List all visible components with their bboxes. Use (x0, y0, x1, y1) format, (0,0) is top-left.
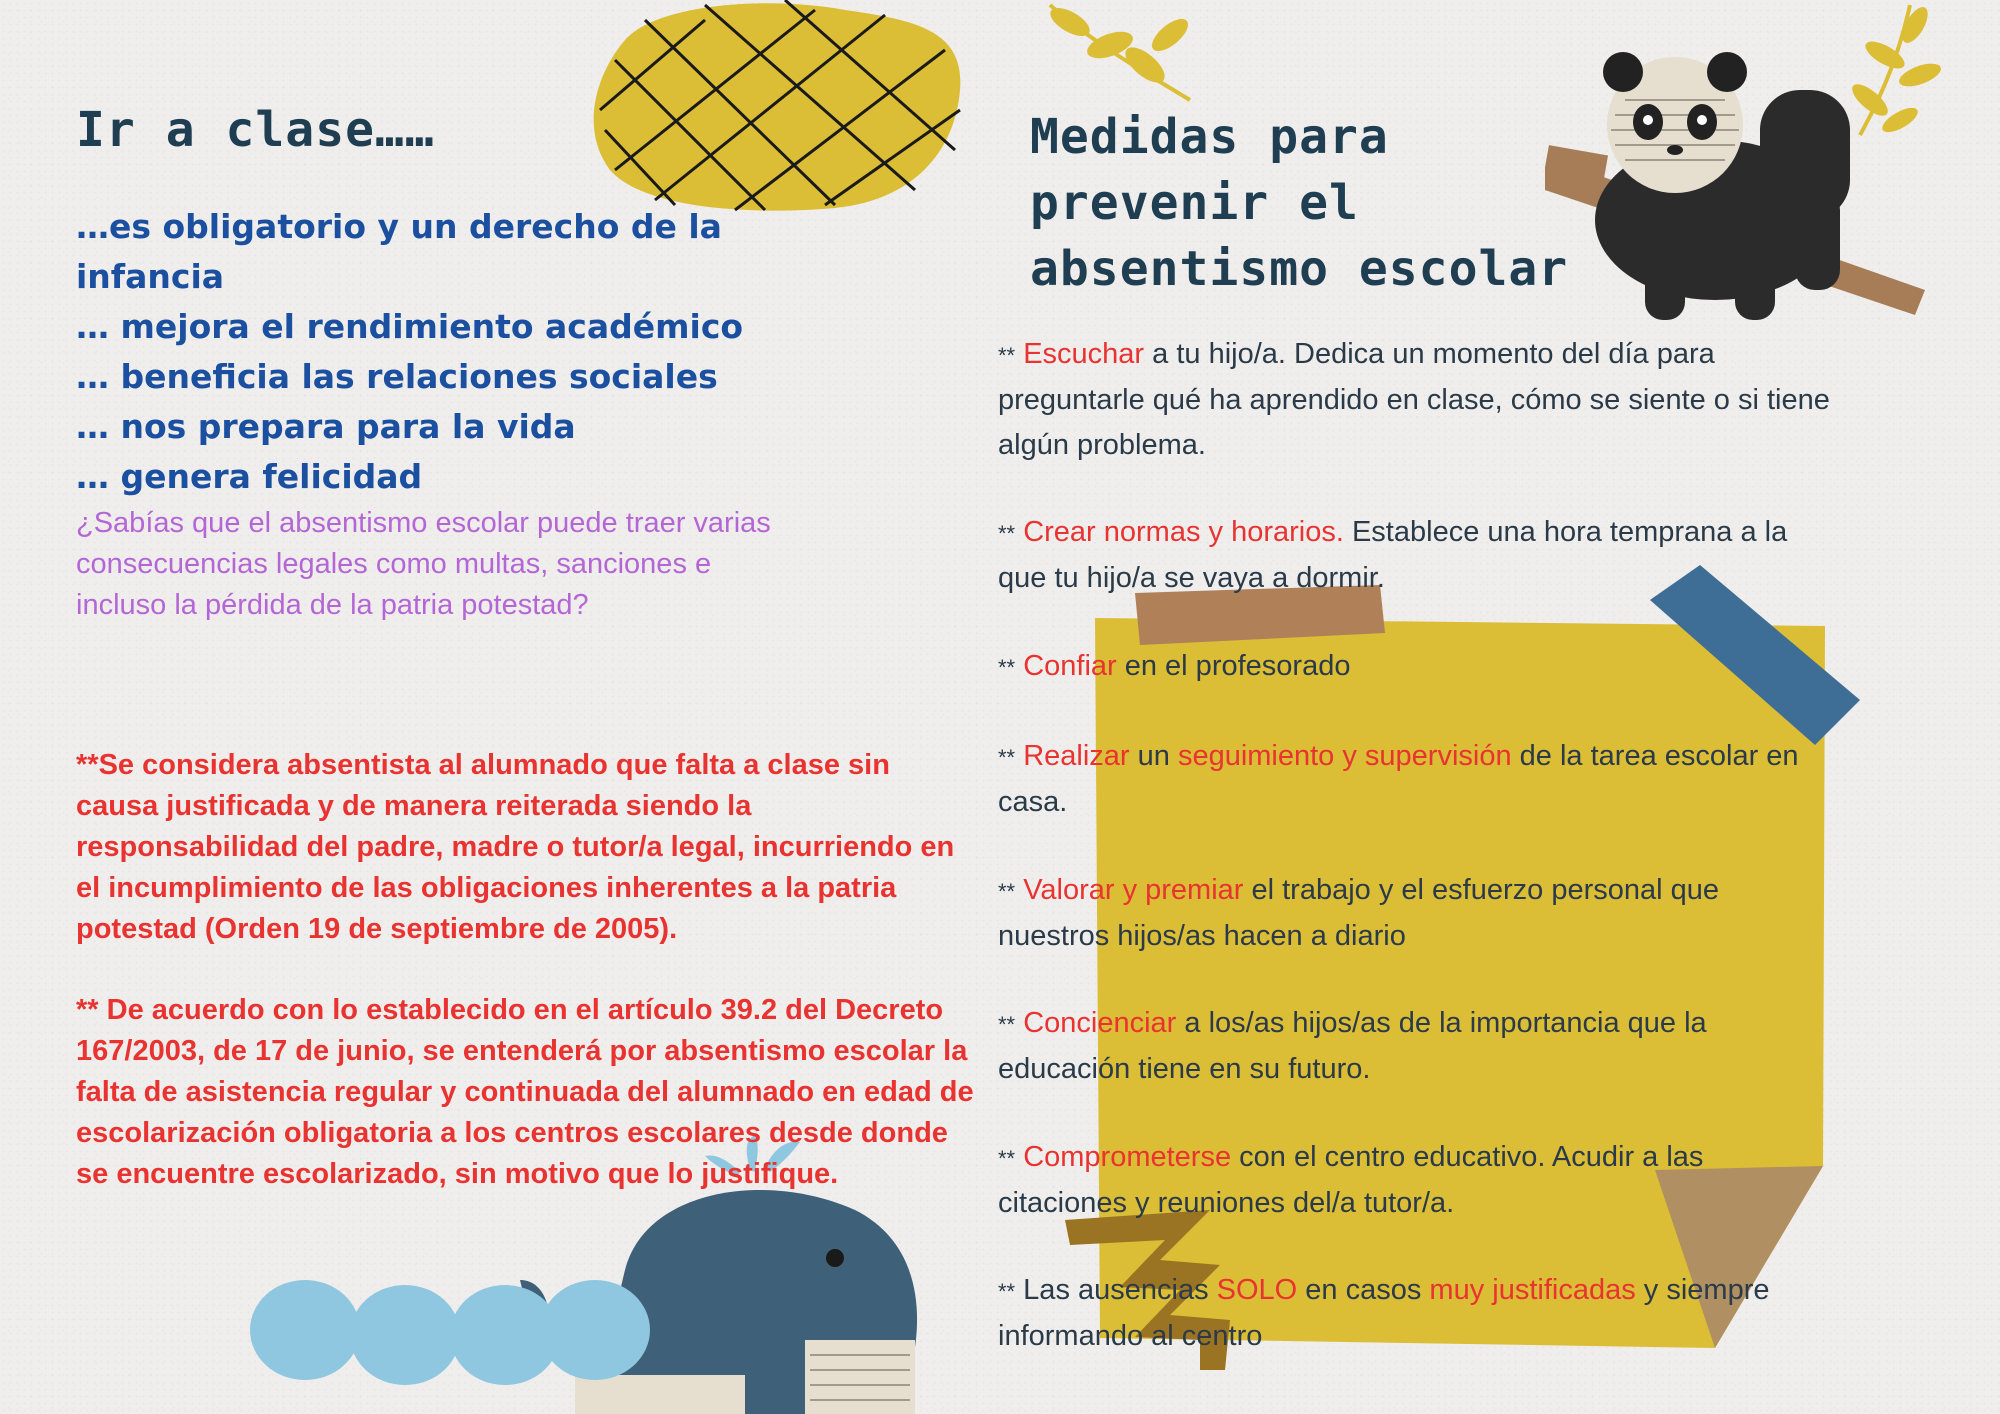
measures-title-line: absentismo escolar (1030, 241, 1569, 297)
measure-item-commit (998, 1135, 1838, 1226)
measure-keyword: Confiar (1023, 650, 1117, 682)
measure-item-listen (998, 332, 1838, 468)
bullet-marker: ** (998, 745, 1016, 770)
bullet-marker: ** (998, 521, 1016, 546)
measure-keyword: Valorar y premiar (1023, 874, 1244, 906)
bullet-marker: ** (998, 1146, 1016, 1171)
measure-text: y siempre informando al centro (998, 1274, 1770, 1352)
measure-text: de la tarea escolar en casa. (998, 740, 1799, 818)
measure-keyword: Realizar (1023, 740, 1130, 772)
benefits-list (76, 202, 856, 502)
benefit-item: …es obligatorio y un derecho de la infancia (76, 207, 722, 296)
bullet-marker: ** (998, 1279, 1016, 1304)
measures-title-line: Medidas para (1030, 109, 1389, 165)
measures-title-line: prevenir el (1030, 175, 1359, 231)
measure-keyword: Escuchar (1023, 338, 1145, 370)
measure-item-trust (998, 644, 1838, 690)
measure-item-rules (998, 510, 1838, 601)
measure-item-reward (998, 868, 1838, 959)
legal-consequences-question: ¿Sabías que el absentismo escolar puede traer varias consecuencias legales como multas, sanciones e incluso la pérdida de la patria potestad? (76, 507, 771, 621)
measure-keyword: SOLO (1216, 1274, 1298, 1306)
measure-text: a los/as hijos/as de la importancia que la educación tiene en su futuro. (998, 1007, 1707, 1085)
benefit-item: … nos prepara para la vida (76, 407, 576, 446)
measure-keyword: Crear normas y horarios. (1023, 516, 1344, 548)
measure-keyword: muy justificadas (1429, 1274, 1636, 1306)
measure-text: Establece una hora temprana a la que tu hijo/a se vaya a dormir. (998, 516, 1788, 594)
measure-item-awareness (998, 1001, 1838, 1092)
measure-keyword: Concienciar (1023, 1007, 1177, 1039)
measure-text: con el centro educativo. Acudir a las citaciones y reuniones del/a tutor/a. (998, 1141, 1704, 1219)
measure-text: Las ausencias (1015, 1274, 1217, 1306)
bullet-marker: ** (998, 1012, 1016, 1037)
left-title: Ir a clase…… (76, 102, 435, 158)
bullet-marker: ** (998, 343, 1016, 368)
panda-collage-illustration (1545, 50, 1945, 330)
measure-keyword: Comprometerse (1023, 1141, 1232, 1173)
yellow-scribble-blob (585, 0, 975, 215)
measure-text: un (1129, 740, 1178, 772)
measure-keyword: seguimiento y supervisión (1177, 740, 1512, 772)
benefit-item: … beneficia las relaciones sociales (76, 357, 718, 396)
measure-text: el trabajo y el esfuerzo personal que nuestros hijos/as hacen a diario (998, 874, 1720, 952)
bullet-marker: ** (998, 879, 1016, 904)
measure-item-absences (998, 1268, 1838, 1359)
measure-item-follow-up (998, 734, 1838, 825)
measure-text: en el profesorado (1116, 650, 1351, 682)
benefit-item: … genera felicidad (76, 457, 423, 496)
absentee-definition-paragraph: **Se considera absentista al alumnado que falta a clase sin causa justificada y de manera reiterada siendo la responsabilidad del padre, madre o tutor/a legal, incurriendo en el incumplimiento de las obligaciones inherentes a la patria potestad (Orden 19 de septiembre de 2005). (76, 749, 955, 945)
measure-text: en casos (1297, 1274, 1430, 1306)
leaf-branch-icon (1030, 0, 1210, 110)
bullet-marker: ** (998, 655, 1016, 680)
measures-title (1030, 104, 1568, 302)
benefit-item: … mejora el rendimiento académico (76, 307, 744, 346)
measure-text: a tu hijo/a. Dedica un momento del día para preguntarle qué ha aprendido en clase, cómo se siente o si tiene algún problema. (998, 338, 1830, 461)
decree-definition-paragraph: ** De acuerdo con lo establecido en el artículo 39.2 del Decreto 167/2003, de 17 de junio, se entenderá por absentismo escolar la falta de asistencia regular y continuada del alumnado en edad de escolarización obligatoria a los centros escolares desde donde se encuentre escolarizado, sin motivo que lo justifique. (76, 994, 974, 1190)
